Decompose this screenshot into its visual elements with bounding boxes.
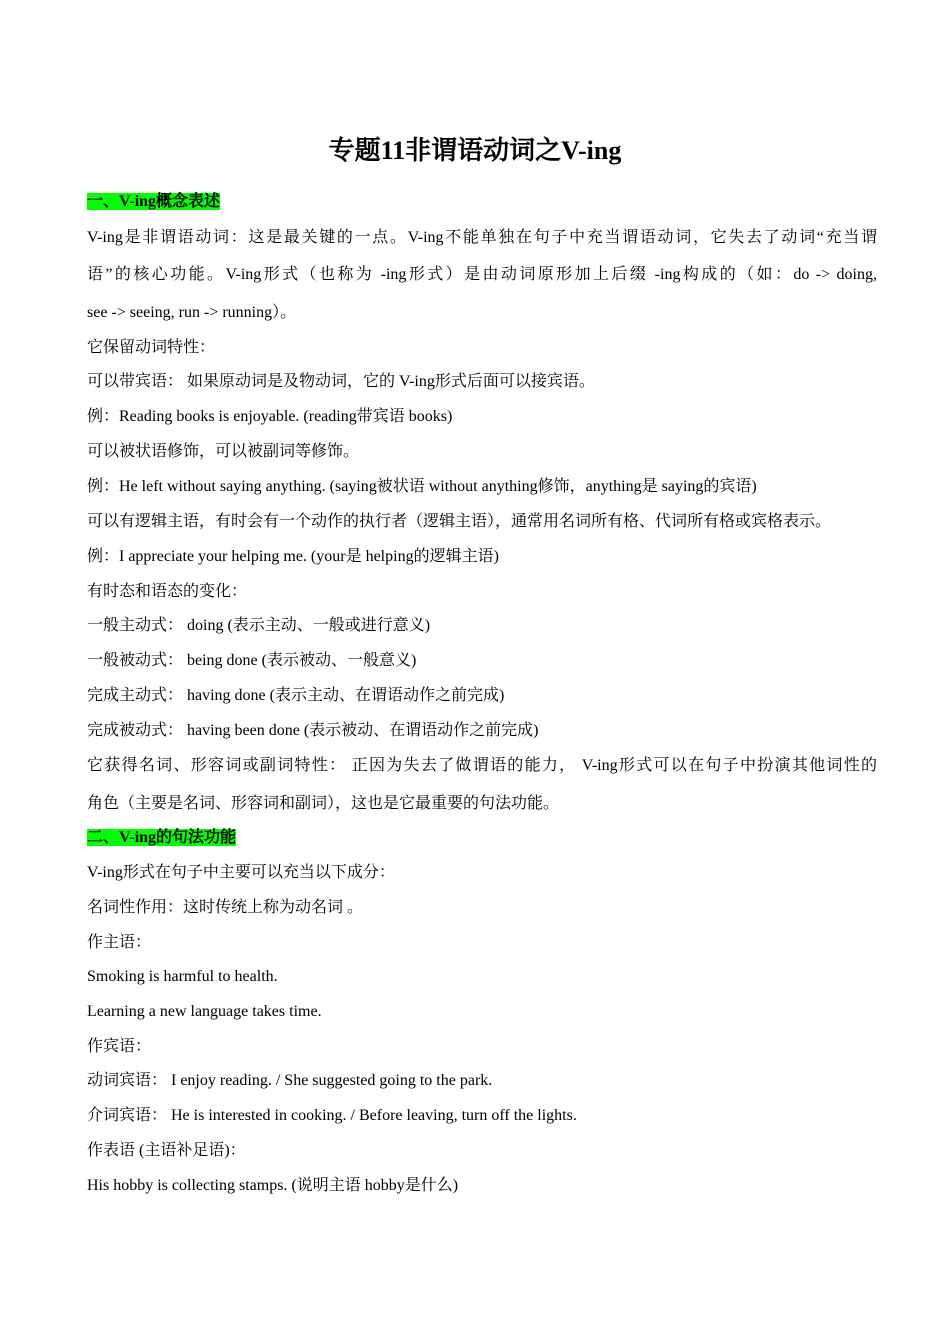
- example-line: Smoking is harmful to health.: [87, 968, 278, 985]
- paragraph-line: 可以有逻辑主语，有时会有一个动作的执行者（逻辑主语），通常用名词所有格、代词所有格或宾格表示。: [87, 513, 832, 530]
- example-line: 动词宾语： I enjoy reading. / She suggested going to the park.: [87, 1072, 493, 1089]
- subheading-line: 作表语 (主语补足语)：: [87, 1142, 246, 1159]
- paragraph-line: 可以带宾语： 如果原动词是及物动词，它的 V-ing形式后面可以接宾语。: [87, 373, 595, 390]
- example-line: 例：He left without saying anything. (saying被状语 without anything修饰，anything是 saying的宾语): [87, 478, 757, 495]
- example-line: 例：Reading books is enjoyable. (reading带宾语 books): [87, 408, 453, 425]
- section-heading-syntax: [87, 827, 877, 849]
- section-heading-concept: [87, 191, 877, 213]
- subheading-line: 作宾语：: [87, 1038, 152, 1055]
- paragraph-line: 名词性作用：这时传统上称为动名词 。: [87, 899, 364, 916]
- paragraph-line: 角色（主要是名词、形容词和副词），这也是它最重要的句法功能。: [87, 795, 560, 812]
- paragraph-line: V-ing是非谓语动词：这是最关键的一点。V-ing不能单独在句子中充当谓语动词，它失去了动词“充当谓: [87, 229, 877, 246]
- paragraph-line: 有时态和语态的变化：: [87, 583, 248, 600]
- section-heading-syntax-label: V-ing的句法功能: [119, 829, 237, 846]
- paragraph-line: 它获得名词、形容词或副词特性： 正因为失去了做谓语的能力， V-ing形式可以在句子中扮演其他词性的: [87, 757, 877, 774]
- form-line: 一般主动式： doing (表示主动、一般或进行意义): [87, 617, 431, 634]
- paragraph-line: see -> seeing, run -> running）。: [87, 304, 297, 321]
- section-heading-syntax-prefix: 二、: [87, 829, 120, 846]
- form-line: 一般被动式： being done (表示被动、一般意义): [87, 652, 417, 669]
- section-heading-concept-label: V-ing概念表述: [119, 193, 221, 210]
- example-line: 例：I appreciate your helping me. (your是 helping的逻辑主语): [87, 548, 499, 565]
- form-line: 完成被动式： having been done (表示被动、在谓语动作之前完成): [87, 722, 539, 739]
- example-line: 介词宾语： He is interested in cooking. / Before leaving, turn off the lights.: [87, 1107, 577, 1124]
- subheading-line: 作主语：: [87, 934, 152, 951]
- paragraph-line: 可以被状语修饰，可以被副词等修饰。: [87, 443, 360, 460]
- paragraph-line: 语”的核心功能。V-ing形式（也称为 -ing形式）是由动词原形加上后缀 -ing构成的（如：do -> doing,: [87, 266, 877, 283]
- example-line: His hobby is collecting stamps. (说明主语 hobby是什么): [87, 1177, 459, 1194]
- document-title: 专题11非谓语动词之V-ing: [328, 136, 622, 165]
- form-line: 完成主动式： having done (表示主动、在谓语动作之前完成): [87, 687, 505, 704]
- paragraph-line: 它保留动词特性：: [87, 339, 216, 356]
- example-line: Learning a new language takes time.: [87, 1003, 322, 1020]
- section-heading-concept-prefix: 一、: [87, 193, 120, 210]
- paragraph-line: V-ing形式在句子中主要可以充当以下成分：: [87, 864, 395, 881]
